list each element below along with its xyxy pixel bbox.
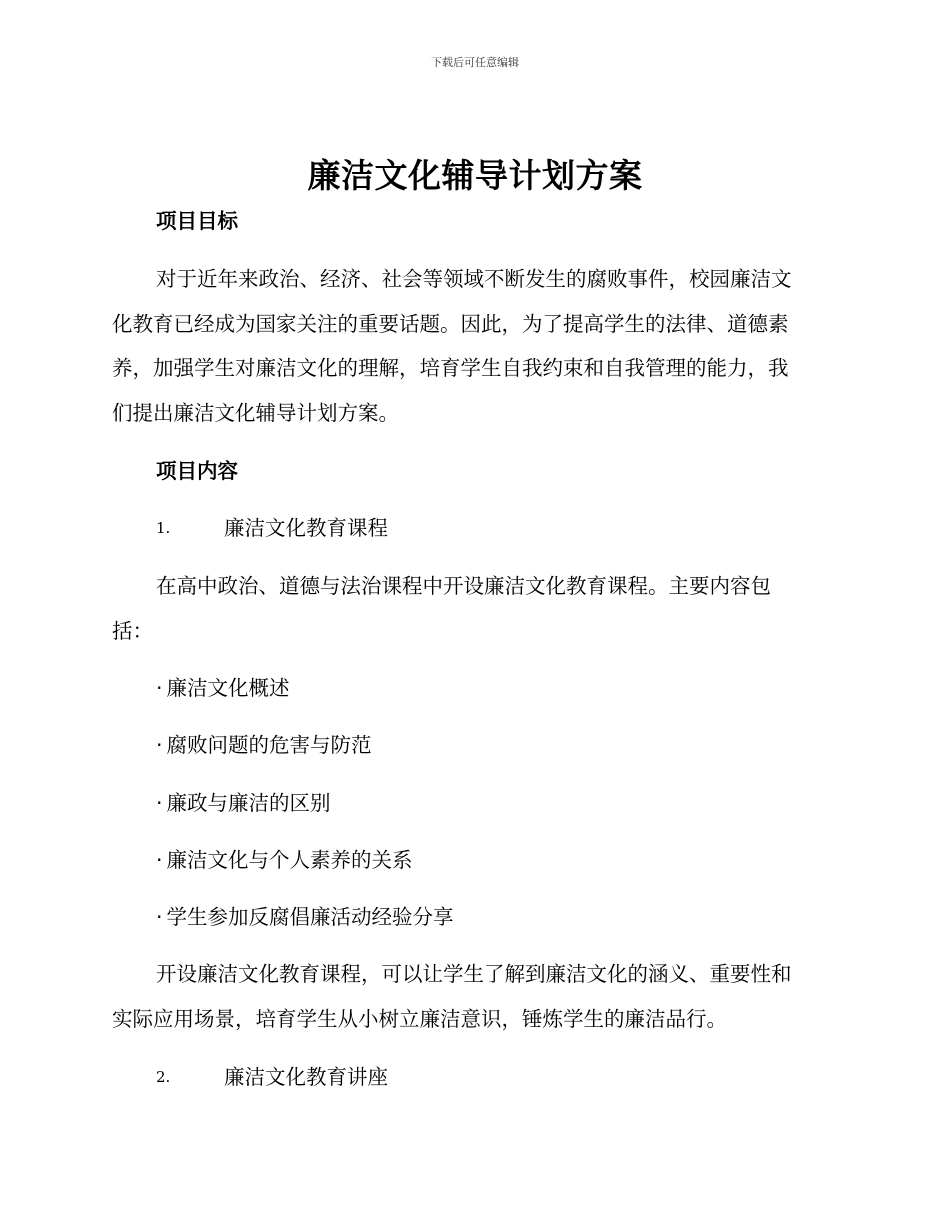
- paragraph-line: 在高中政治、道德与法治课程中开设廉洁文化教育课程。主要内容包: [156, 574, 771, 598]
- list-item: · 廉洁文化与个人素养的关系: [156, 845, 413, 875]
- paragraph-line: 括：: [112, 619, 153, 643]
- list-item: · 腐败问题的危害与防范: [156, 730, 372, 760]
- paragraph-line: 养，加强学生对廉洁文化的理解，培育学生自我约束和自我管理的能力，我: [112, 356, 789, 380]
- document-title: 廉洁文化辅导计划方案: [307, 156, 643, 195]
- bullet-icon: ·: [156, 848, 163, 872]
- section-heading-content: 项目内容: [156, 459, 238, 483]
- bullet-icon: ·: [156, 676, 163, 700]
- paragraph-line: 们提出廉洁文化辅导计划方案。: [112, 401, 399, 425]
- list-item: · 廉政与廉洁的区别: [156, 788, 331, 818]
- list-item: · 廉洁文化概述: [156, 673, 290, 703]
- item-number: 1.: [156, 519, 171, 537]
- paragraph-line: 开设廉洁文化教育课程，可以让学生了解到廉洁文化的涵义、重要性和: [156, 962, 792, 986]
- section-heading-goals: 项目目标: [156, 209, 238, 233]
- bullet-icon: ·: [156, 791, 163, 815]
- list-item: · 学生参加反腐倡廉活动经验分享: [156, 902, 454, 932]
- item-number: 2.: [156, 1068, 171, 1086]
- item-title: 廉洁文化教育课程: [224, 516, 388, 540]
- item-title: 廉洁文化教育讲座: [224, 1065, 388, 1089]
- paragraph-line: 对于近年来政治、经济、社会等领域不断发生的腐败事件，校园廉洁文: [156, 267, 792, 291]
- header-note: 下载后可任意编辑: [431, 56, 519, 69]
- bullet-icon: ·: [156, 733, 163, 757]
- paragraph-line: 化教育已经成为国家关注的重要话题。因此，为了提高学生的法律、道德素: [112, 312, 789, 336]
- bullet-icon: ·: [156, 905, 163, 929]
- paragraph-line: 实际应用场景，培育学生从小树立廉洁意识，锤炼学生的廉洁品行。: [112, 1007, 727, 1031]
